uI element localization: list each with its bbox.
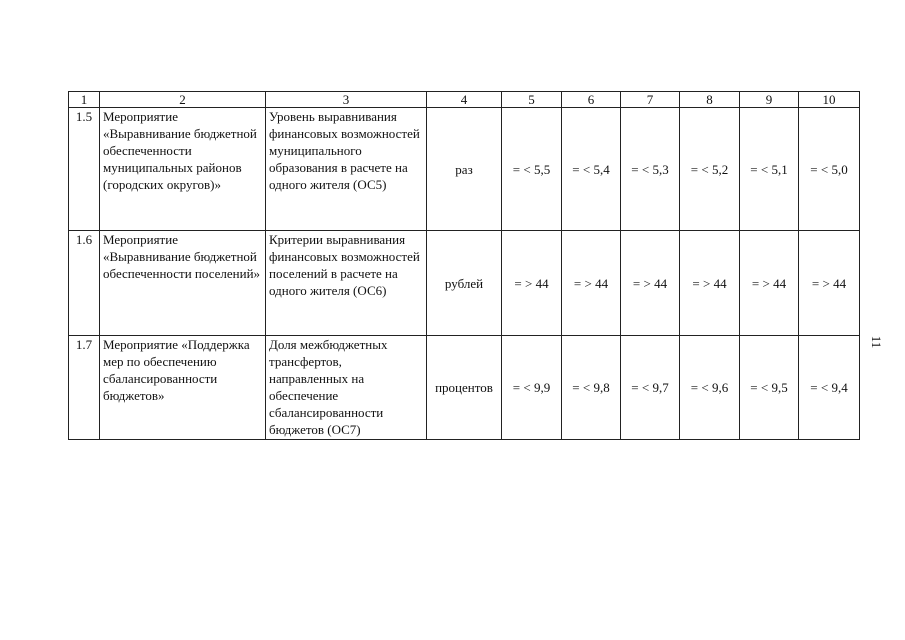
target-value-cell: = > 44 bbox=[680, 231, 740, 336]
target-value-cell: = < 9,7 bbox=[621, 336, 680, 440]
target-value-cell: = < 5,5 bbox=[502, 108, 562, 231]
target-value-cell: = < 9,8 bbox=[562, 336, 621, 440]
event-name: Мероприятие «Выравнивание бюджетной обеспеченности муниципальных районов (городских округов)» bbox=[100, 108, 266, 231]
row-number: 1.7 bbox=[69, 336, 100, 440]
target-value-cell: = < 5,4 bbox=[562, 108, 621, 231]
table-header-row bbox=[69, 92, 860, 108]
column-header: 5 bbox=[502, 92, 562, 108]
column-header: 3 bbox=[266, 92, 427, 108]
page-number: 11 bbox=[869, 335, 884, 349]
indicator-name: Уровень выравнивания финансовых возможностей муниципального образования в расчете на одного жителя (ОС5) bbox=[266, 108, 427, 231]
column-header: 7 bbox=[621, 92, 680, 108]
target-value-cell: = < 5,0 bbox=[799, 108, 860, 231]
indicators-table bbox=[68, 91, 860, 440]
target-value-cell: = < 9,5 bbox=[740, 336, 799, 440]
table-row bbox=[69, 108, 860, 231]
event-name: Мероприятие «Выравнивание бюджетной обеспеченности поселений» bbox=[100, 231, 266, 336]
target-value-cell: = > 44 bbox=[621, 231, 680, 336]
unit-cell: процентов bbox=[427, 336, 502, 440]
row-number: 1.6 bbox=[69, 231, 100, 336]
event-name: Мероприятие «Поддержка мер по обеспечению сбалансированности бюджетов» bbox=[100, 336, 266, 440]
row-number: 1.5 bbox=[69, 108, 100, 231]
unit-cell: раз bbox=[427, 108, 502, 231]
column-header: 2 bbox=[100, 92, 266, 108]
target-value-cell: = > 44 bbox=[562, 231, 621, 336]
target-value-cell: = < 5,1 bbox=[740, 108, 799, 231]
target-value-cell: = > 44 bbox=[740, 231, 799, 336]
target-value-cell: = < 9,6 bbox=[680, 336, 740, 440]
indicator-name: Критерии выравнивания финансовых возможностей поселений в расчете на одного жителя (ОС6) bbox=[266, 231, 427, 336]
target-value-cell: = < 5,2 bbox=[680, 108, 740, 231]
target-value-cell: = < 5,3 bbox=[621, 108, 680, 231]
column-header: 6 bbox=[562, 92, 621, 108]
target-value-cell: = > 44 bbox=[799, 231, 860, 336]
table-row bbox=[69, 231, 860, 336]
indicator-name: Доля межбюджетных трансфертов, направленных на обеспечение сбалансированности бюджетов (ОС7) bbox=[266, 336, 427, 440]
column-header: 4 bbox=[427, 92, 502, 108]
target-value-cell: = > 44 bbox=[502, 231, 562, 336]
target-value-cell: = < 9,9 bbox=[502, 336, 562, 440]
target-value-cell: = < 9,4 bbox=[799, 336, 860, 440]
column-header: 10 bbox=[799, 92, 860, 108]
table-row bbox=[69, 336, 860, 440]
unit-cell: рублей bbox=[427, 231, 502, 336]
column-header: 8 bbox=[680, 92, 740, 108]
column-header: 1 bbox=[69, 92, 100, 108]
column-header: 9 bbox=[740, 92, 799, 108]
